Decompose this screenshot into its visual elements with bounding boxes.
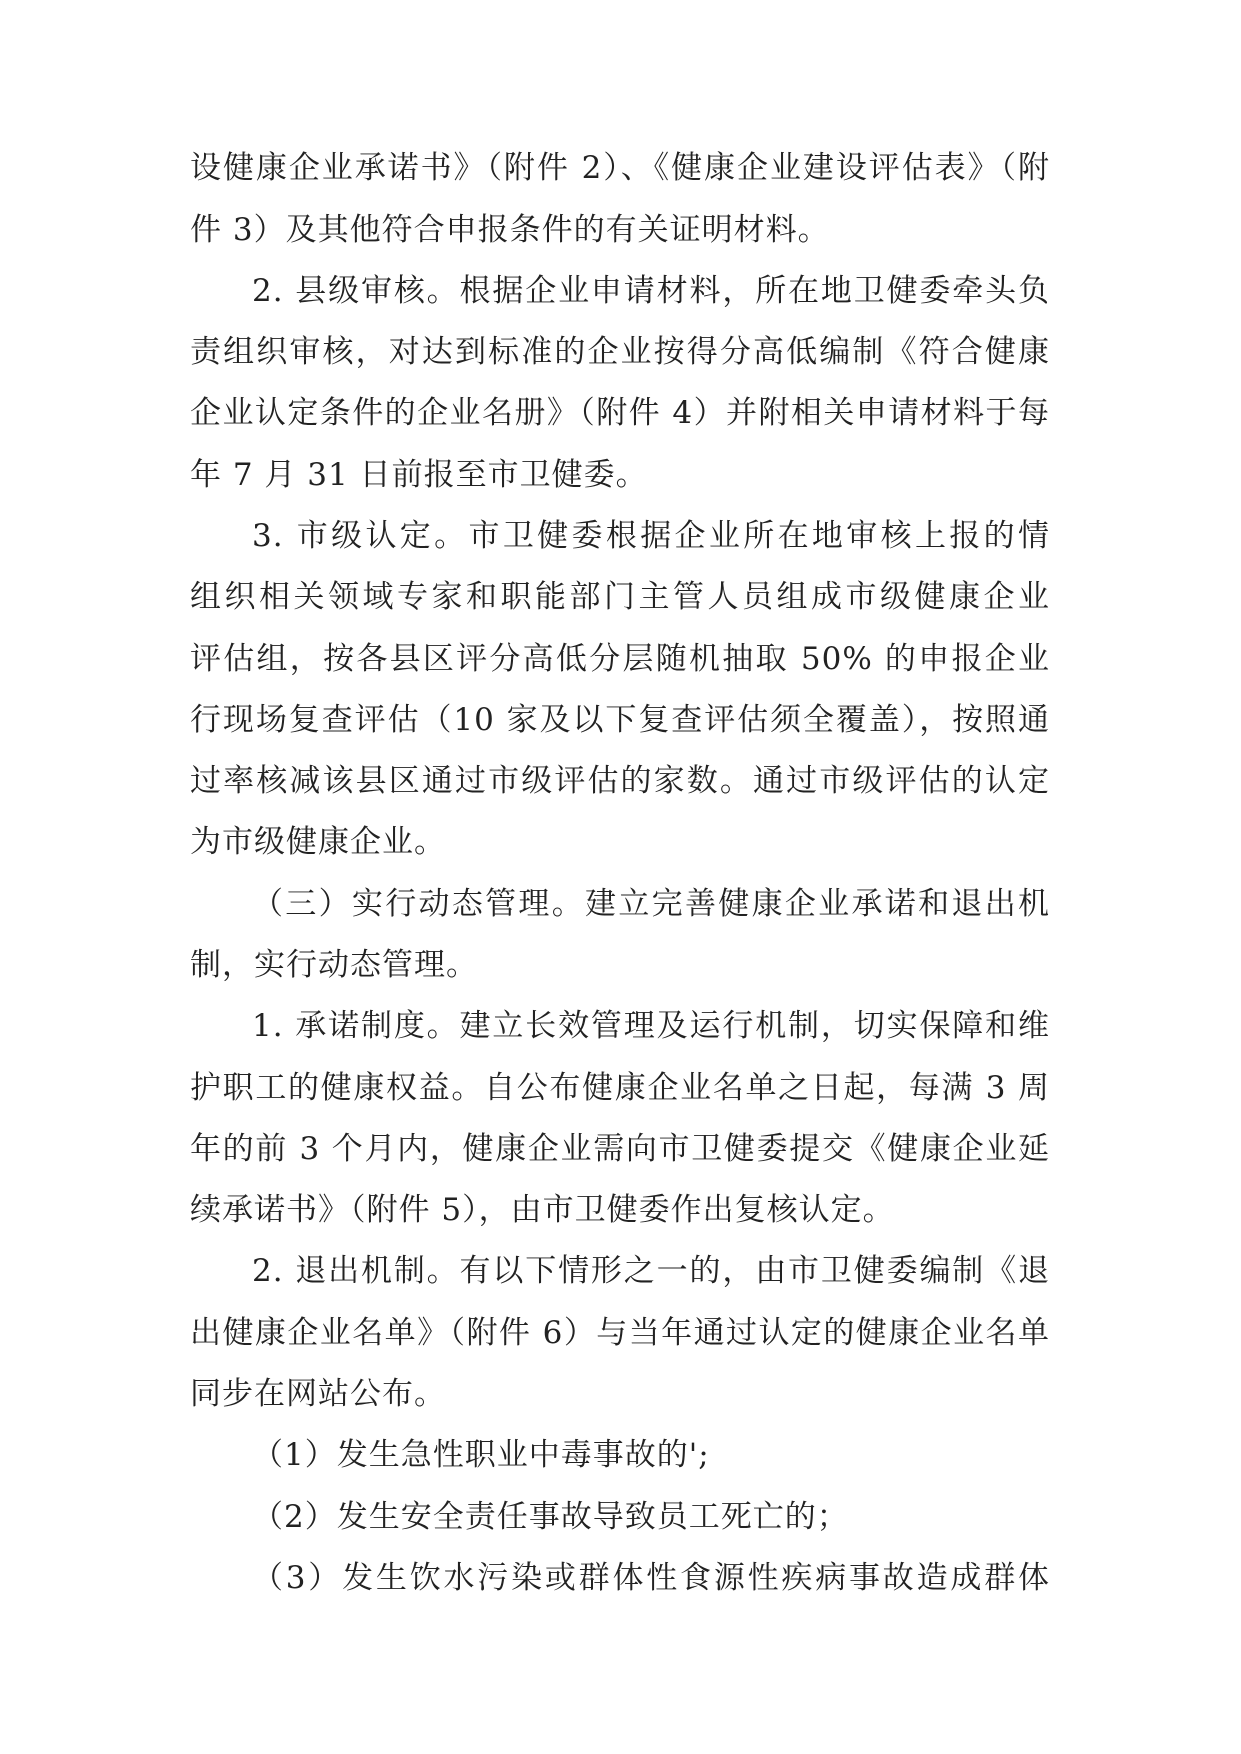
text-line: 责组织审核，对达到标准的企业按得分高低编制《符合健康 bbox=[190, 334, 1050, 370]
text-line: 为市级健康企业。 bbox=[190, 824, 446, 860]
text-line: 年 7 月 31 日前报至市卫健委。 bbox=[190, 457, 648, 493]
text-line: 3. 市级认定。市卫健委根据企业所在地审核上报的情 bbox=[252, 518, 1050, 554]
text-line: 2. 县级审核。根据企业申请材料，所在地卫健委牵头负 bbox=[252, 273, 1050, 309]
text-line: 评估组，按各县区评分高低分层随机抽取 50% 的申报企业 bbox=[190, 641, 1050, 677]
text-line: 件 3）及其他符合申报条件的有关证明材料。 bbox=[190, 212, 830, 248]
text-line: 同步在网站公布。 bbox=[190, 1376, 446, 1412]
text-line: 行现场复查评估（10 家及以下复查评估须全覆盖），按照通 bbox=[190, 702, 1050, 738]
text-line: 过率核减该县区通过市级评估的家数。通过市级评估的认定 bbox=[190, 763, 1050, 799]
text-line: 组织相关领域专家和职能部门主管人员组成市级健康企业 bbox=[190, 579, 1050, 615]
text-line: （1）发生急性职业中毒事故的'; bbox=[252, 1437, 710, 1473]
text-line: 企业认定条件的企业名册》（附件 4）并附相关申请材料于每 bbox=[190, 395, 1050, 431]
text-line: 2. 退出机制。有以下情形之一的，由市卫健委编制《退 bbox=[252, 1253, 1050, 1289]
text-line: 护职工的健康权益。自公布健康企业名单之日起，每满 3 周 bbox=[190, 1070, 1050, 1106]
text-line: 设健康企业承诺书》（附件 2）、《健康企业建设评估表》（附 bbox=[190, 150, 1050, 186]
text-line: 年的前 3 个月内，健康企业需向市卫健委提交《健康企业延 bbox=[190, 1131, 1050, 1167]
text-line: 出健康企业名单》（附件 6）与当年通过认定的健康企业名单 bbox=[190, 1315, 1050, 1351]
text-line: 制，实行动态管理。 bbox=[190, 947, 478, 983]
text-line: （2）发生安全责任事故导致员工死亡的； bbox=[252, 1499, 849, 1535]
text-line: （三）实行动态管理。建立完善健康企业承诺和退出机 bbox=[252, 886, 1050, 922]
text-line: 续承诺书》（附件 5），由市卫健委作出复核认定。 bbox=[190, 1192, 895, 1228]
text-line: 1. 承诺制度。建立长效管理及运行机制，切实保障和维 bbox=[252, 1008, 1050, 1044]
text-line: （3）发生饮水污染或群体性食源性疾病事故造成群体 bbox=[252, 1560, 1050, 1596]
